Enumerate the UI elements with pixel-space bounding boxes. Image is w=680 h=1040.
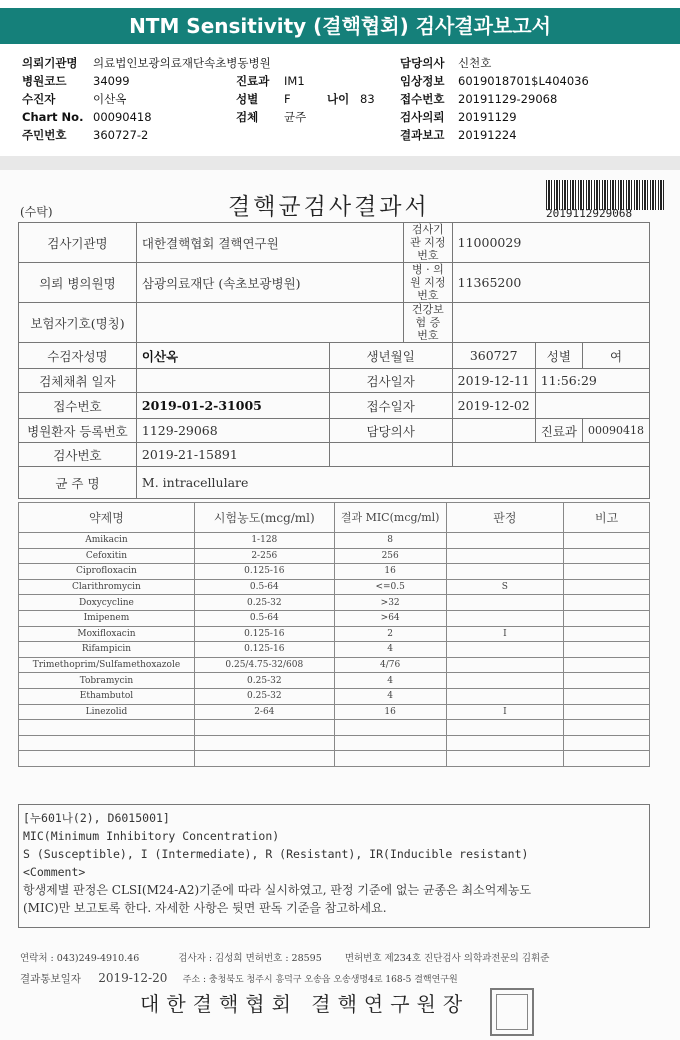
lab-code-value: 11000029 xyxy=(452,223,649,263)
drug-remark xyxy=(564,657,650,673)
footer-report-date: 2019-12-20 xyxy=(98,971,168,985)
dept-label: 진료과 xyxy=(236,74,270,88)
collect-label: 검체채취 일자 xyxy=(19,369,137,393)
drug-judgement xyxy=(446,595,564,611)
drug-name: Amikacin xyxy=(19,533,195,549)
drug-judgement xyxy=(446,688,564,704)
drug-name: Tobramycin xyxy=(19,673,195,689)
birth-label: 생년월일 xyxy=(329,343,452,369)
title-bar xyxy=(0,0,680,52)
chart-value: 00090418 xyxy=(93,110,152,124)
drug-remark xyxy=(564,704,650,720)
req-hosp-value: 삼광의료재단 (속초보광병원) xyxy=(136,263,403,303)
request-value: 20191129 xyxy=(458,110,517,124)
drug-mic: 4 xyxy=(334,688,446,704)
footer-address: 주소 : 충청북도 청주시 흥덕구 오송읍 오송생명4로 168-5 결핵연구원 xyxy=(182,975,458,985)
drug-concentration: 0.25-32 xyxy=(194,688,334,704)
drug-judgement xyxy=(446,673,564,689)
drug-name: Doxycycline xyxy=(19,595,195,611)
dept-value: IM1 xyxy=(284,74,305,88)
header-concentration: 시험농도(mcg/ml) xyxy=(194,503,334,533)
drug-concentration: 2-64 xyxy=(194,704,334,720)
drug-rows xyxy=(19,533,650,767)
hospital-code-value: 34099 xyxy=(93,74,130,88)
drug-concentration: 0.25-32 xyxy=(194,673,334,689)
notes-code: [누601나(2), D6015001] xyxy=(23,811,170,825)
drug-mic xyxy=(334,751,446,767)
drug-name: Moxifloxacin xyxy=(19,626,195,642)
hosp-code-value: 11365200 xyxy=(452,263,649,303)
drug-remark xyxy=(564,626,650,642)
drug-name: Linezolid xyxy=(19,704,195,720)
drug-row xyxy=(19,673,650,689)
sex-doc-label: 성별 xyxy=(535,343,582,369)
header-drug: 약제명 xyxy=(19,503,195,533)
drug-judgement xyxy=(446,735,564,751)
drug-row xyxy=(19,595,650,611)
receipt-date-value: 2019-12-02 xyxy=(452,393,535,419)
sex-value: F xyxy=(284,92,291,106)
drug-concentration: 0.5-64 xyxy=(194,610,334,626)
footer-date-line xyxy=(20,971,670,986)
drug-concentration: 0.125-16 xyxy=(194,626,334,642)
lab-label: 검사기관명 xyxy=(19,223,137,263)
receipt-doc-value: 2019-01-2-31005 xyxy=(136,393,329,419)
hospital-code-label: 병원코드 xyxy=(22,74,67,88)
patient-label: 수진자 xyxy=(22,92,56,106)
hosp-code-label: 병 · 의원 지정번호 xyxy=(404,263,453,303)
doc-title: 결핵균검사결과서 xyxy=(228,194,430,220)
chart-label: Chart No. xyxy=(22,110,84,124)
sex-label: 성별 xyxy=(236,92,259,106)
notes-comment-2: (MIC)만 보고토록 한다. 자세한 사항은 뒷면 판독 기준을 참고하세요. xyxy=(23,901,387,915)
footer-organization: 대한결핵협회 결핵연구원장 xyxy=(140,992,470,1016)
institution-value: 의료법인보광의료재단속초병동병원 xyxy=(93,56,271,70)
health-value xyxy=(452,303,649,343)
dept-doc-value: 00090418 xyxy=(582,419,649,443)
notes-comment-label: <Comment> xyxy=(23,865,86,879)
drug-judgement xyxy=(446,533,564,549)
drug-name: Cefoxitin xyxy=(19,548,195,564)
drug-mic: 4/76 xyxy=(334,657,446,673)
notes-comment-1: 항생제별 판정은 CLSI(M24-A2)기준에 따라 실시하였고, 판정 기준에 없는 균종은 최소억제농도 xyxy=(23,883,532,897)
lab-code-label: 검사기관 지정번호 xyxy=(404,223,453,263)
receipt-doc-label: 접수번호 xyxy=(19,393,137,419)
footer-contact: 연락처 : 043)249-4910.46 xyxy=(20,953,140,964)
drug-row xyxy=(19,564,650,580)
doc-suffix: (수탁) xyxy=(20,205,53,219)
drug-row xyxy=(19,751,650,767)
drug-row xyxy=(19,533,650,549)
species-label: 균 주 명 xyxy=(19,467,137,499)
specimen-label: 검체 xyxy=(236,110,259,124)
patient-name-value: 이산옥 xyxy=(136,343,329,369)
age-label: 나이 xyxy=(327,92,350,106)
footer-report-date-label: 결과통보일자 xyxy=(20,973,81,985)
health-label: 건강보험 증 번호 xyxy=(404,303,453,343)
drug-row xyxy=(19,657,650,673)
drug-row xyxy=(19,735,650,751)
patient-info-table xyxy=(18,222,650,499)
test-date-value: 2019-12-11 xyxy=(452,369,535,393)
birth-value: 360727 xyxy=(452,343,535,369)
req-hosp-label: 의뢰 병의원명 xyxy=(19,263,137,303)
header-mic: 결과 MIC(mcg/ml) xyxy=(334,503,446,533)
drug-remark xyxy=(564,548,650,564)
patient-value: 이산옥 xyxy=(93,92,127,106)
drug-remark xyxy=(564,735,650,751)
test-time-value: 11:56:29 xyxy=(535,369,649,393)
doctor-doc-value xyxy=(452,419,535,443)
rrn-label: 주민번호 xyxy=(22,128,67,142)
drug-mic: 4 xyxy=(334,673,446,689)
drug-remark xyxy=(564,673,650,689)
drug-concentration: 0.25-32 xyxy=(194,595,334,611)
drug-judgement: I xyxy=(446,704,564,720)
drug-mic: >32 xyxy=(334,595,446,611)
drug-name xyxy=(19,751,195,767)
drug-remark xyxy=(564,751,650,767)
insurer-value xyxy=(136,303,403,343)
test-no-label: 검사번호 xyxy=(19,443,137,467)
drug-table-header xyxy=(19,503,650,533)
notes-box xyxy=(18,804,650,928)
drug-mic xyxy=(334,720,446,736)
drug-judgement xyxy=(446,751,564,767)
collect-value xyxy=(136,369,329,393)
report-title: NTM Sensitivity (결핵협회) 검사결과보고서 xyxy=(0,8,680,44)
specimen-value: 균주 xyxy=(284,110,307,124)
drug-concentration: 2-256 xyxy=(194,548,334,564)
section-divider xyxy=(0,156,680,170)
reg-label: 병원환자 등록번호 xyxy=(19,419,137,443)
drug-row xyxy=(19,720,650,736)
drug-row xyxy=(19,704,650,720)
drug-mic: 4 xyxy=(334,642,446,658)
drug-concentration: 0.25/4.75-32/608 xyxy=(194,657,334,673)
receipt-date-label: 접수일자 xyxy=(329,393,452,419)
drug-judgement xyxy=(446,610,564,626)
drug-name: Trimethoprim/Sulfamethoxazole xyxy=(19,657,195,673)
footer-contact-line xyxy=(20,950,670,964)
barcode-number: 2019112929068 xyxy=(546,207,633,220)
insurer-label: 보험자기호(명칭) xyxy=(19,303,137,343)
barcode-icon xyxy=(546,180,664,210)
drug-mic: 256 xyxy=(334,548,446,564)
dept-doc-label: 진료과 xyxy=(535,419,582,443)
lab-value: 대한결핵협회 결핵연구원 xyxy=(136,223,403,263)
drug-mic: >64 xyxy=(334,610,446,626)
doctor-doc-label: 담당의사 xyxy=(329,419,452,443)
age-value: 83 xyxy=(360,92,375,106)
drug-judgement xyxy=(446,720,564,736)
drug-concentration xyxy=(194,720,334,736)
drug-table xyxy=(18,502,650,767)
drug-judgement: S xyxy=(446,579,564,595)
drug-remark xyxy=(564,564,650,580)
drug-name: Ethambutol xyxy=(19,688,195,704)
drug-remark xyxy=(564,688,650,704)
test-date-label: 검사일자 xyxy=(329,369,452,393)
drug-remark xyxy=(564,579,650,595)
reg-value: 1129-29068 xyxy=(136,419,329,443)
institution-label: 의뢰기관명 xyxy=(22,56,78,70)
request-label: 검사의뢰 xyxy=(400,110,445,124)
clinical-value: 6019018701$L404036 xyxy=(458,74,589,88)
drug-judgement xyxy=(446,657,564,673)
clinical-label: 임상정보 xyxy=(400,74,445,88)
drug-mic: 2 xyxy=(334,626,446,642)
drug-judgement: I xyxy=(446,626,564,642)
notes-legend: S (Susceptible), I (Intermediate), R (Resistant), IR(Inducible resistant) xyxy=(23,847,529,861)
receipt-value: 20191129-29068 xyxy=(458,92,558,106)
drug-mic: <=0.5 xyxy=(334,579,446,595)
report-value: 20191224 xyxy=(458,128,517,142)
drug-name: Clarithromycin xyxy=(19,579,195,595)
drug-row xyxy=(19,548,650,564)
drug-judgement xyxy=(446,564,564,580)
drug-name: Rifampicin xyxy=(19,642,195,658)
drug-judgement xyxy=(446,548,564,564)
rrn-value: 360727-2 xyxy=(93,128,149,142)
scanned-report xyxy=(0,170,680,1040)
drug-concentration xyxy=(194,751,334,767)
drug-judgement xyxy=(446,642,564,658)
species-value: M. intracellulare xyxy=(136,467,649,499)
drug-name xyxy=(19,735,195,751)
sex-doc-value: 여 xyxy=(582,343,649,369)
drug-concentration xyxy=(194,735,334,751)
drug-name: Imipenem xyxy=(19,610,195,626)
info-panel xyxy=(22,54,662,144)
seal-stamp-icon xyxy=(490,988,534,1036)
drug-row xyxy=(19,579,650,595)
receipt-label: 접수번호 xyxy=(400,92,445,106)
drug-concentration: 1-128 xyxy=(194,533,334,549)
doctor-value: 신천호 xyxy=(458,56,492,70)
drug-remark xyxy=(564,595,650,611)
drug-name xyxy=(19,720,195,736)
drug-name: Ciprofloxacin xyxy=(19,564,195,580)
drug-remark xyxy=(564,533,650,549)
test-no-value: 2019-21-15891 xyxy=(136,443,329,467)
drug-concentration: 0.125-16 xyxy=(194,642,334,658)
report-label: 결과보고 xyxy=(400,128,445,142)
drug-row xyxy=(19,626,650,642)
header-remark: 비고 xyxy=(564,503,650,533)
drug-mic: 16 xyxy=(334,564,446,580)
footer-specialist: 면허번호 제234호 진단검사 의학과전문의 김휘준 xyxy=(344,953,550,964)
drug-concentration: 0.5-64 xyxy=(194,579,334,595)
drug-mic: 8 xyxy=(334,533,446,549)
header-judgement: 판정 xyxy=(446,503,564,533)
drug-row xyxy=(19,688,650,704)
doctor-label: 담당의사 xyxy=(400,56,445,70)
drug-mic: 16 xyxy=(334,704,446,720)
drug-concentration: 0.125-16 xyxy=(194,564,334,580)
patient-name-label: 수검자성명 xyxy=(19,343,137,369)
drug-mic xyxy=(334,735,446,751)
drug-row xyxy=(19,642,650,658)
drug-remark xyxy=(564,720,650,736)
footer-examiner: 검사자 : 김성희 면허번호 : 28595 xyxy=(178,953,322,964)
drug-row xyxy=(19,610,650,626)
drug-remark xyxy=(564,610,650,626)
notes-mic: MIC(Minimum Inhibitory Concentration) xyxy=(23,829,280,843)
drug-remark xyxy=(564,642,650,658)
